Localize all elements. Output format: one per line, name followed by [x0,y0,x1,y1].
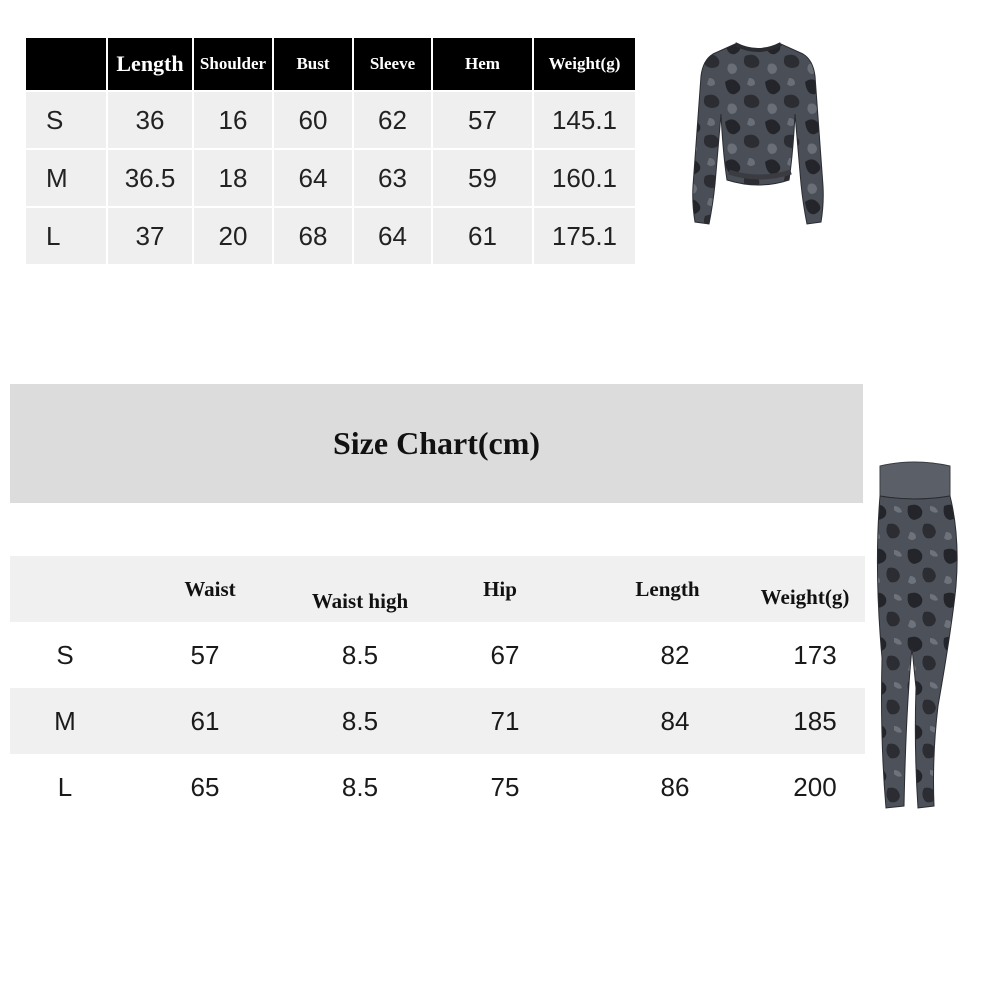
table-row [26,91,635,149]
table-cell: 59 [432,149,533,207]
table-cell: 185 [793,705,837,736]
table-cell: 64 [273,149,353,207]
table-row [10,688,865,754]
top-header-weight: Weight(g) [533,38,635,91]
table-row [26,207,635,264]
top-header-length: Length [107,38,193,91]
table-cell: 36.5 [107,149,193,207]
table-cell: 65 [190,771,220,802]
table-cell: 84 [660,705,690,736]
camo-leggings-image [870,458,970,818]
table-row [26,149,635,207]
table-cell: 61 [190,705,220,736]
table-cell: 57 [190,639,220,670]
table-cell: 36 [107,91,193,149]
table-cell: 200 [793,771,837,802]
page-title: Size Chart(cm) [332,425,541,461]
bottom-size-table [10,556,865,820]
table-cell: 67 [490,639,520,670]
table-cell: 75 [490,771,520,802]
top-table-header-row [26,38,635,91]
table-cell: 68 [273,207,353,264]
table-cell: 60 [273,91,353,149]
size-label: L [26,207,107,264]
bottom-header-waist-high: Waist high [311,588,409,613]
size-label: S [56,639,74,670]
bottom-table-header-row [10,556,865,622]
size-label: L [57,771,73,802]
table-cell: 63 [353,149,432,207]
size-label: M [54,705,76,736]
table-cell: 18 [193,149,273,207]
top-header-sleeve: Sleeve [353,38,432,91]
table-cell: 8.5 [341,639,379,670]
camo-crop-top-image [683,36,833,232]
table-cell: 20 [193,207,273,264]
table-cell: 86 [660,771,690,802]
top-header-bust: Bust [273,38,353,91]
bottom-header-waist: Waist [184,576,236,601]
table-cell: 61 [432,207,533,264]
table-cell: 175.1 [533,207,635,264]
table-cell: 82 [660,639,690,670]
size-label: S [26,91,107,149]
top-header-shoulder: Shoulder [193,38,273,91]
table-cell: 62 [353,91,432,149]
table-cell: 173 [793,639,837,670]
bottom-header-hip: Hip [483,576,517,601]
table-cell: 57 [432,91,533,149]
bottom-header-length: Length [635,576,700,601]
table-cell: 8.5 [341,705,379,736]
table-row [10,622,865,688]
size-chart-title-banner [10,384,863,503]
table-cell: 8.5 [341,771,379,802]
size-label: M [26,149,107,207]
top-size-table [26,38,635,264]
table-cell: 16 [193,91,273,149]
bottom-header-weight: Weight(g) [760,584,850,609]
table-cell: 71 [490,705,520,736]
bottom-header-size [10,556,120,622]
table-cell: 64 [353,207,432,264]
top-header-hem: Hem [432,38,533,91]
top-header-size [26,38,107,91]
table-row [10,754,865,820]
table-cell: 145.1 [533,91,635,149]
table-cell: 37 [107,207,193,264]
table-cell: 160.1 [533,149,635,207]
